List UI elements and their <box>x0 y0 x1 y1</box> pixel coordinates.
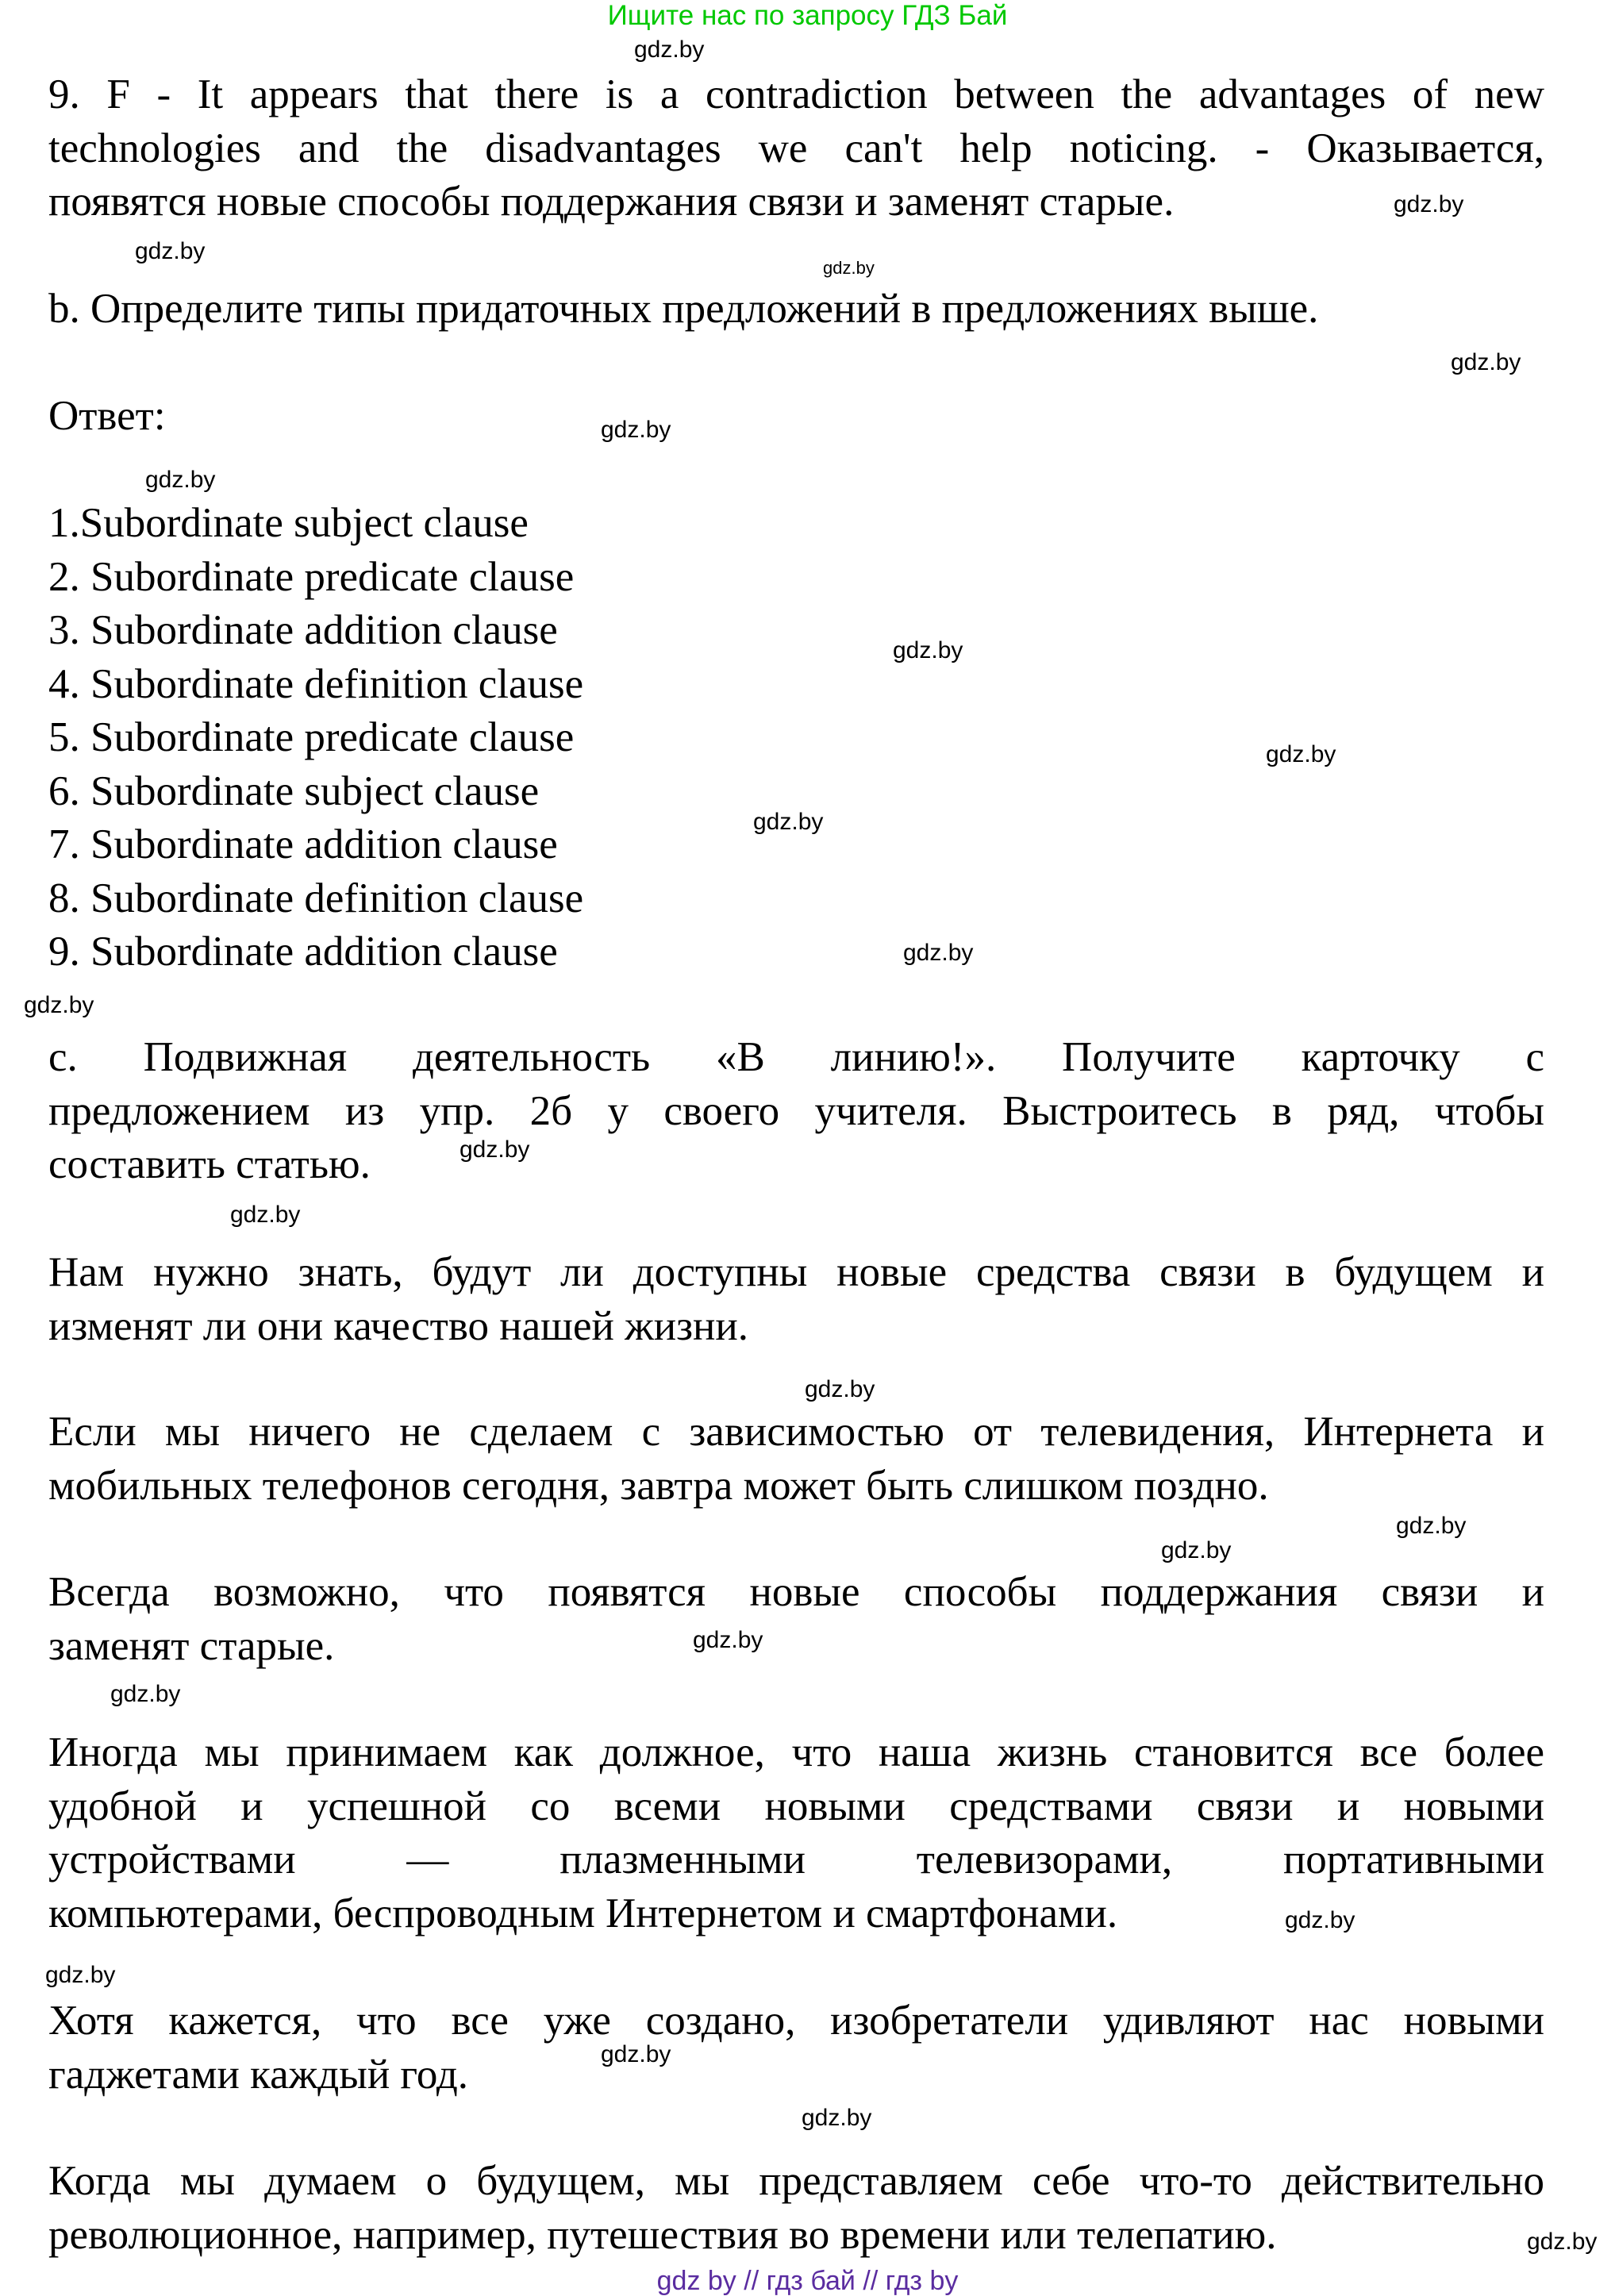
text-line: 6. Subordinate subject clause <box>48 767 540 814</box>
watermark: gdz.by <box>601 2041 671 2067</box>
text-line: 1.Subordinate subject clause <box>48 500 529 546</box>
text-line: Если мы ничего не сделаем с зависимостью от телевидения, Интернета и <box>48 1409 1544 1455</box>
watermark: gdz.by <box>903 940 974 966</box>
watermark: gdz.by <box>110 1681 181 1707</box>
text-line: удобной и успешной со всеми новыми средствами связи и новыми <box>48 1783 1544 1829</box>
paragraph-2 <box>48 1406 1544 1513</box>
text-line: 2. Subordinate predicate clause <box>48 553 575 600</box>
text-line: 4. Subordinate definition clause <box>48 660 584 707</box>
paragraph-6 <box>48 2155 1544 2262</box>
watermark: gdz.by <box>802 2105 872 2131</box>
text-line: составить статью. <box>48 1141 371 1187</box>
text-line: компьютерами, беспроводным Интернетом и смартфонами. <box>48 1890 1118 1936</box>
watermark: gdz.by <box>45 1962 116 1988</box>
watermark: gdz.by <box>1161 1537 1232 1563</box>
watermark: gdz.by <box>823 258 875 278</box>
text-line: Иногда мы принимаем как должное, что наша жизнь становится все более <box>48 1729 1544 1775</box>
watermark: gdz.by <box>135 238 206 264</box>
text-line: предложением из упр. 2б у своего учителя. Выстроитесь в ряд, чтобы <box>48 1087 1544 1134</box>
text-line: 9. Subordinate addition clause <box>48 929 558 975</box>
watermark: gdz.by <box>753 809 824 835</box>
text-line: гаджетами каждый год. <box>48 2051 469 2098</box>
paragraph-1 <box>48 1246 1544 1353</box>
text-line: Когда мы думаем о будущем, мы представляем себе что-то действительно <box>48 2158 1544 2204</box>
watermark: gdz.by <box>1451 349 1521 375</box>
text-line: b. Определите типы придаточных предложений в предложениях выше. <box>48 286 1319 332</box>
text-line: появятся новые способы поддержания связи и заменят старые. <box>48 179 1175 225</box>
text-line: Хотя кажется, что все уже создано, изобретатели удивляют нас новыми <box>48 1998 1544 2044</box>
text-line: c. Подвижная деятельность «В линию!». Получите карточку с <box>48 1034 1544 1080</box>
watermark: gdz.by <box>634 37 705 63</box>
text-line: заменят старые. <box>48 1622 335 1669</box>
watermark: gdz.by <box>693 1627 763 1653</box>
watermark: gdz.by <box>145 467 216 493</box>
text-line: революционное, например, путешествия во времени или телепатию. <box>48 2211 1277 2258</box>
watermark: gdz.by <box>460 1136 530 1163</box>
text-line: 8. Subordinate definition clause <box>48 875 584 921</box>
task-c <box>48 1031 1544 1192</box>
text-line: Всегда возможно, что появятся новые способы поддержания связи и <box>48 1569 1544 1615</box>
text-line: Ответ: <box>48 393 166 439</box>
text-line: technologies and the disadvantages we can't help noticing. - Оказывается, <box>48 125 1544 171</box>
watermark: gdz.by <box>230 1202 301 1228</box>
watermark: gdz.by <box>1396 1513 1467 1539</box>
watermark: gdz.by <box>24 992 94 1018</box>
watermark: gdz.by <box>1285 1907 1355 1933</box>
text-line: 7. Subordinate addition clause <box>48 821 558 867</box>
answer-list <box>48 497 1544 979</box>
text-line: Нам нужно знать, будут ли доступны новые средства связи в будущем и <box>48 1249 1544 1295</box>
watermark: gdz.by <box>601 417 671 443</box>
watermark: gdz.by <box>1394 191 1464 217</box>
text-line: устройствами — плазменными телевизорами, портативными <box>48 1836 1544 1883</box>
text-line: 5. Subordinate predicate clause <box>48 714 575 760</box>
watermark: gdz.by <box>1527 2229 1598 2255</box>
text-line: 3. Subordinate addition clause <box>48 607 558 653</box>
watermark: gdz.by <box>893 637 963 663</box>
task-b <box>48 283 1544 337</box>
text-line: мобильных телефонов сегодня, завтра может быть слишком поздно. <box>48 1462 1269 1509</box>
watermark: gdz.by <box>805 1376 875 1402</box>
paragraph-3 <box>48 1566 1544 1673</box>
watermark: gdz.by <box>1266 741 1336 767</box>
item-9 <box>48 68 1544 229</box>
search-hint-banner: Ищите нас по запросу ГДЗ Бай <box>607 0 1008 31</box>
answer-label <box>48 390 1544 444</box>
text-line: 9. F - It appears that there is a contradiction between the advantages of new <box>48 71 1544 117</box>
text-line: изменят ли они качество нашей жизни. <box>48 1302 748 1349</box>
paragraph-5 <box>48 1994 1544 2102</box>
footer-links[interactable]: gdz by // гдз бай // гдз by <box>656 2266 959 2296</box>
